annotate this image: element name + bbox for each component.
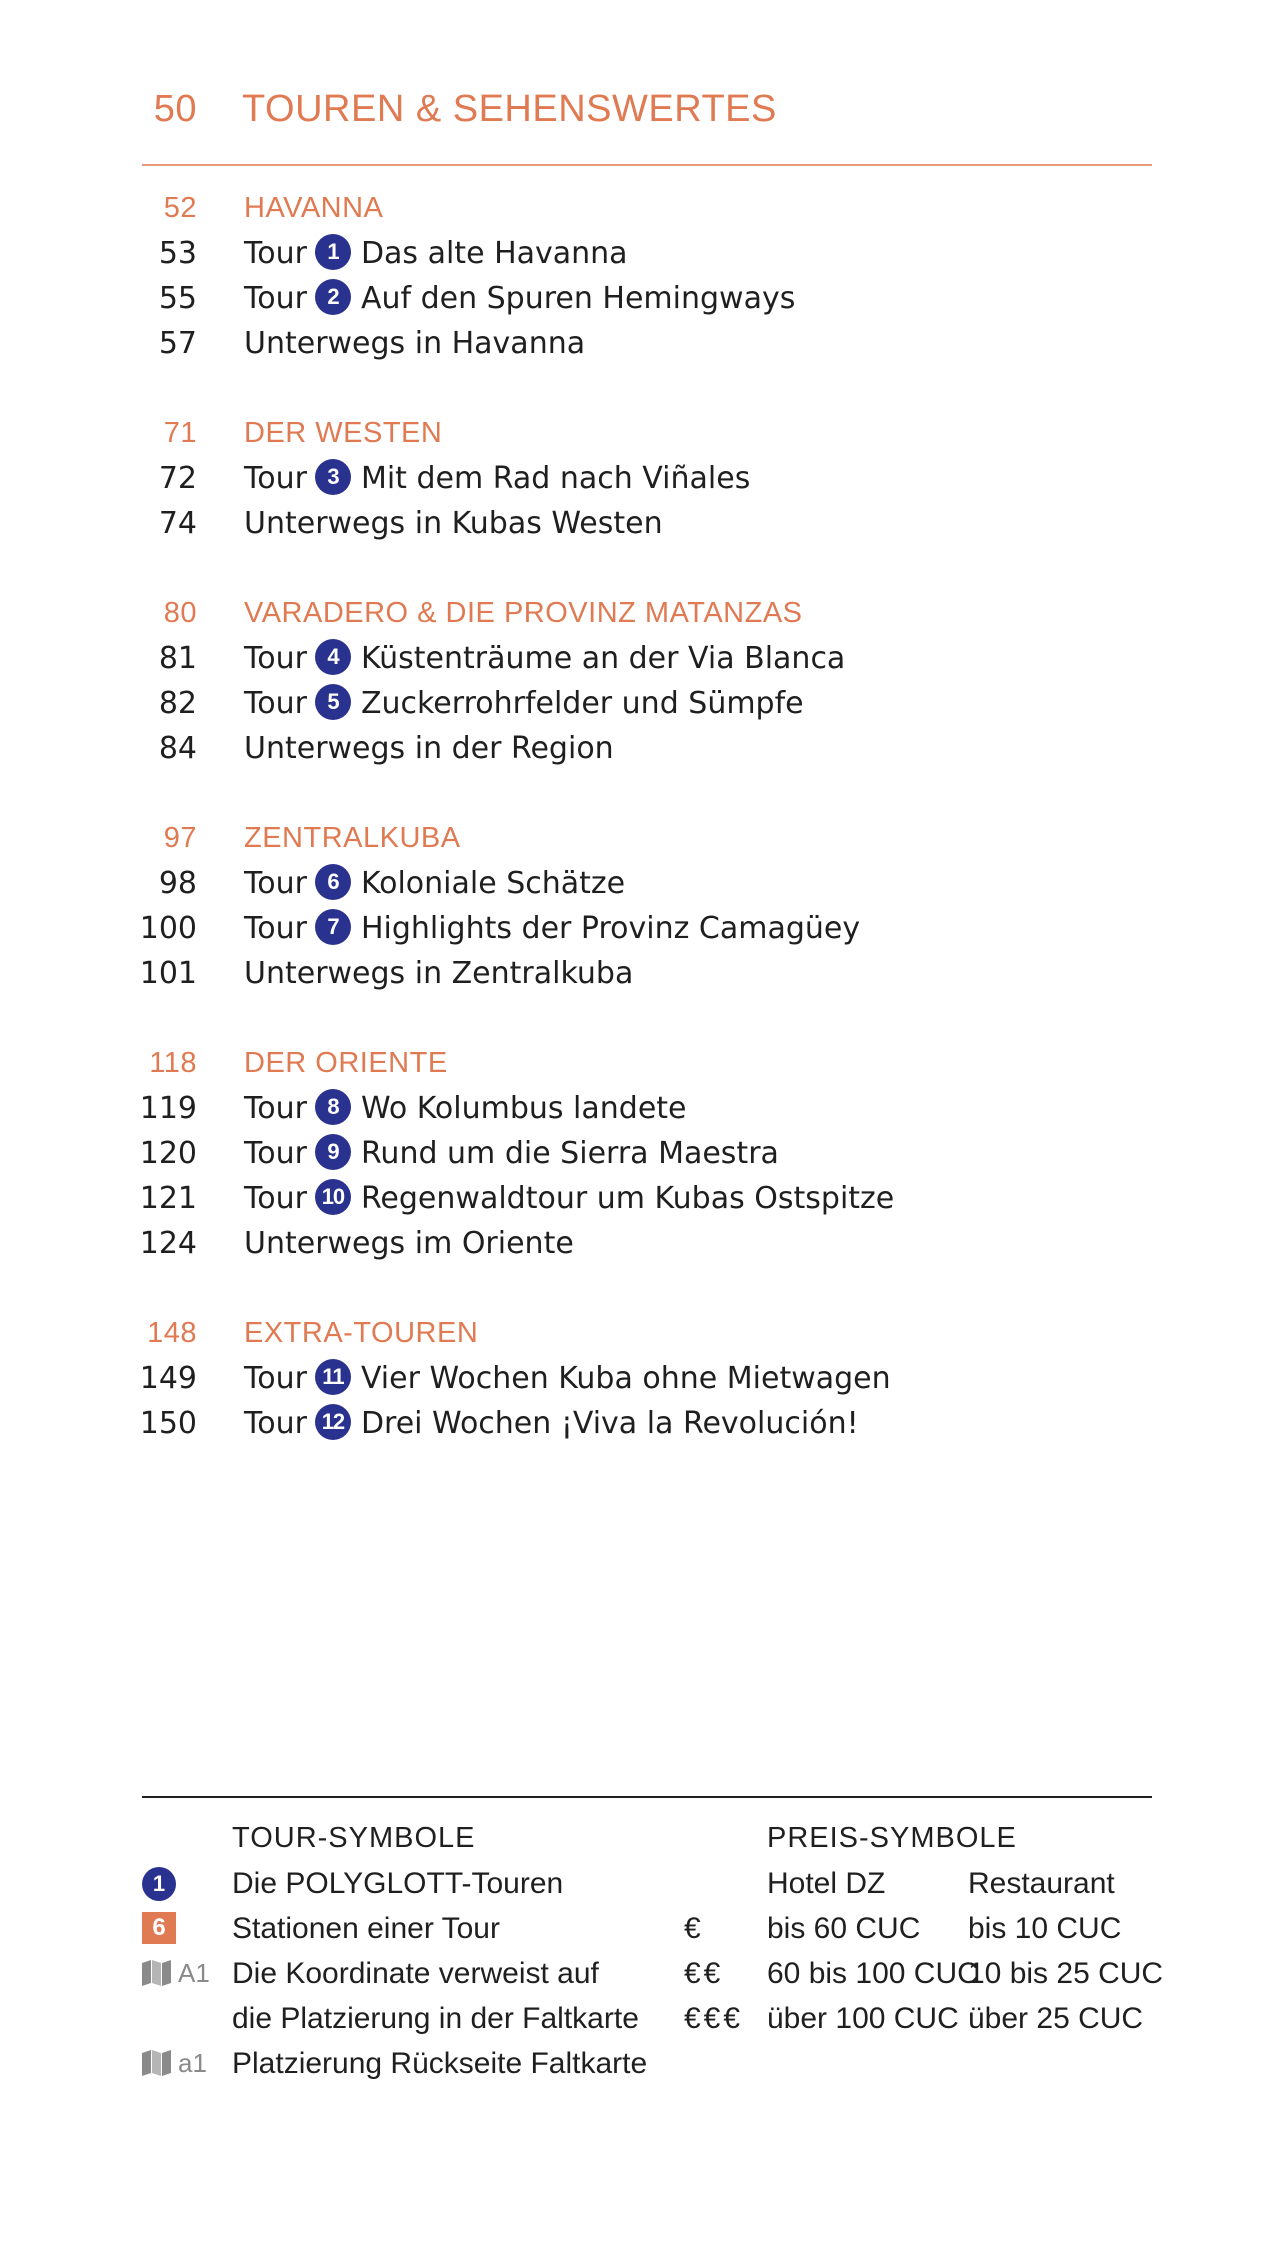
chapter-title[interactable]: TOUREN & SEHENSWERTES bbox=[242, 88, 777, 130]
map-back-symbol-text: Platzierung Rückseite Faltkarte bbox=[232, 2047, 648, 2080]
section-heading[interactable] bbox=[0, 1041, 1275, 1086]
table-of-contents bbox=[0, 186, 1275, 1491]
entry-text-wrapper bbox=[244, 1131, 779, 1176]
toc-section bbox=[0, 411, 1275, 546]
toc-section bbox=[0, 186, 1275, 366]
legend bbox=[0, 1816, 1275, 2096]
entry-text-wrapper bbox=[244, 681, 804, 726]
tour-label: Tour bbox=[244, 1406, 307, 1441]
entry-page-number[interactable]: 81 bbox=[158, 641, 197, 676]
entry-title[interactable]: Das alte Havanna bbox=[360, 236, 628, 271]
tour-label: Tour bbox=[244, 1181, 307, 1216]
section-page-number[interactable]: 118 bbox=[149, 1047, 197, 1079]
section-title[interactable]: HAVANNA bbox=[244, 192, 384, 224]
section-page-number[interactable]: 97 bbox=[163, 822, 197, 854]
tour-number-icon: 11 bbox=[315, 1359, 351, 1395]
entry-page-number[interactable]: 149 bbox=[139, 1361, 197, 1396]
entry-page-number[interactable]: 121 bbox=[139, 1181, 197, 1216]
toc-section bbox=[0, 1041, 1275, 1266]
legend-row bbox=[0, 1951, 1275, 1996]
section-page-number[interactable]: 148 bbox=[147, 1317, 197, 1349]
entry-text-wrapper bbox=[244, 1086, 687, 1131]
entry-title[interactable]: Rund um die Sierra Maestra bbox=[360, 1136, 779, 1171]
tour-label: Tour bbox=[244, 641, 307, 676]
toc-section bbox=[0, 816, 1275, 996]
map-back-coordinate-label: a1 bbox=[178, 2048, 207, 2078]
tour-number-icon: 12 bbox=[315, 1404, 351, 1440]
entry-title[interactable]: Zuckerrohrfelder und Sümpfe bbox=[360, 686, 804, 721]
section-title[interactable]: ZENTRALKUBA bbox=[244, 822, 461, 854]
toc-entry-tour[interactable] bbox=[0, 1176, 1275, 1221]
entry-page-number[interactable]: 57 bbox=[158, 326, 197, 361]
section-page-number[interactable]: 52 bbox=[163, 192, 197, 224]
tour-label: Tour bbox=[244, 1136, 307, 1171]
tour-label: Tour bbox=[244, 686, 307, 721]
entry-page-number[interactable]: 124 bbox=[139, 1226, 197, 1261]
section-heading[interactable] bbox=[0, 816, 1275, 861]
legend-row bbox=[0, 2041, 1275, 2086]
tour-number-icon: 7 bbox=[315, 909, 351, 945]
tour-number-icon: 1 bbox=[315, 234, 351, 270]
entry-text-wrapper bbox=[244, 1401, 859, 1446]
toc-entry[interactable] bbox=[0, 951, 1275, 996]
hotel-column-header: Hotel DZ bbox=[767, 1867, 886, 1900]
map-coordinate-label: A1 bbox=[178, 1958, 210, 1988]
restaurant-column-header: Restaurant bbox=[968, 1867, 1115, 1900]
header-divider bbox=[142, 164, 1152, 166]
toc-section bbox=[0, 1311, 1275, 1446]
toc-entry-tour[interactable] bbox=[0, 276, 1275, 321]
section-page-number[interactable]: 71 bbox=[163, 417, 197, 449]
price-symbol: €€ bbox=[684, 1957, 724, 1990]
station-symbol-text: Stationen einer Tour bbox=[232, 1912, 500, 1945]
tour-circle-icon: 1 bbox=[142, 1867, 176, 1901]
legend-divider bbox=[142, 1796, 1152, 1798]
toc-entry-tour[interactable] bbox=[0, 681, 1275, 726]
toc-entry-tour[interactable] bbox=[0, 861, 1275, 906]
tour-number-icon: 3 bbox=[315, 459, 351, 495]
restaurant-price: 10 bis 25 CUC bbox=[968, 1957, 1164, 1990]
tour-label: Tour bbox=[244, 866, 307, 901]
price-symbols-title: PREIS-SYMBOLE bbox=[767, 1822, 1017, 1854]
entry-text-wrapper bbox=[244, 861, 625, 906]
toc-entry-tour[interactable] bbox=[0, 1086, 1275, 1131]
entry-page-number[interactable]: 150 bbox=[139, 1406, 197, 1441]
tour-number-icon: 4 bbox=[315, 639, 351, 675]
entry-title[interactable]: Regenwaldtour um Kubas Ostspitze bbox=[360, 1181, 895, 1216]
entry-text-wrapper bbox=[244, 321, 585, 366]
tour-label: Tour bbox=[244, 236, 307, 271]
entry-title[interactable]: Auf den Spuren Hemingways bbox=[360, 281, 796, 316]
section-title[interactable]: EXTRA-TOUREN bbox=[244, 1317, 479, 1349]
entry-title[interactable]: Mit dem Rad nach Viñales bbox=[360, 461, 751, 496]
entry-title[interactable]: Wo Kolumbus landete bbox=[360, 1091, 687, 1126]
legend-row bbox=[0, 1906, 1275, 1951]
tour-label: Tour bbox=[244, 911, 307, 946]
price-symbol: € bbox=[684, 1912, 704, 1945]
entry-text-wrapper bbox=[244, 951, 633, 996]
entry-page-number[interactable]: 84 bbox=[158, 731, 197, 766]
folded-map-icon bbox=[142, 1960, 172, 1986]
entry-title[interactable]: Küstenträume an der Via Blanca bbox=[360, 641, 846, 676]
entry-text-wrapper bbox=[244, 1221, 574, 1266]
restaurant-price: über 25 CUC bbox=[968, 2002, 1144, 2035]
tour-label: Tour bbox=[244, 461, 307, 496]
entry-page-number[interactable]: 72 bbox=[158, 461, 197, 496]
legend-heading-row bbox=[0, 1816, 1275, 1861]
entry-title[interactable]: Vier Wochen Kuba ohne Mietwagen bbox=[360, 1361, 891, 1396]
entry-text-wrapper bbox=[244, 276, 795, 321]
entry-text-wrapper bbox=[244, 231, 628, 276]
hotel-price: bis 60 CUC bbox=[767, 1912, 921, 1945]
toc-entry-tour[interactable] bbox=[0, 906, 1275, 951]
map-symbol-text-line2: die Platzierung in der Faltkarte bbox=[232, 2002, 639, 2035]
section-heading[interactable] bbox=[0, 1311, 1275, 1356]
toc-entry-tour[interactable] bbox=[0, 456, 1275, 501]
entry-page-number[interactable]: 98 bbox=[158, 866, 197, 901]
entry-title[interactable]: Koloniale Schätze bbox=[360, 866, 626, 901]
toc-section bbox=[0, 591, 1275, 771]
entry-page-number[interactable]: 53 bbox=[158, 236, 197, 271]
toc-entry[interactable] bbox=[0, 1221, 1275, 1266]
entry-page-number[interactable]: 119 bbox=[139, 1091, 197, 1126]
entry-title[interactable]: Unterwegs in Zentralkuba bbox=[244, 956, 634, 991]
toc-entry-tour[interactable] bbox=[0, 1131, 1275, 1176]
section-page-number[interactable]: 80 bbox=[163, 597, 197, 629]
entry-title[interactable]: Drei Wochen ¡Viva la Revolución! bbox=[360, 1406, 859, 1441]
entry-page-number[interactable]: 120 bbox=[139, 1136, 197, 1171]
price-symbol: €€€ bbox=[684, 2002, 744, 2035]
entry-title[interactable]: Unterwegs in Kubas Westen bbox=[244, 506, 663, 541]
toc-entry[interactable] bbox=[0, 501, 1275, 546]
chapter-page-number[interactable]: 50 bbox=[153, 88, 197, 130]
toc-entry[interactable] bbox=[0, 726, 1275, 771]
hotel-price: 60 bis 100 CUC bbox=[767, 1957, 979, 1990]
entry-text-wrapper bbox=[244, 906, 860, 951]
entry-text-wrapper bbox=[244, 501, 663, 546]
entry-text-wrapper bbox=[244, 1356, 891, 1401]
entry-page-number[interactable]: 101 bbox=[139, 956, 197, 991]
entry-title[interactable]: Highlights der Provinz Camagüey bbox=[360, 911, 861, 946]
tour-number-icon: 9 bbox=[315, 1134, 351, 1170]
legend-row bbox=[0, 1996, 1275, 2041]
tour-number-icon: 6 bbox=[315, 864, 351, 900]
toc-entry-tour[interactable] bbox=[0, 1356, 1275, 1401]
map-symbol-text-line1: Die Koordinate verweist auf bbox=[232, 1957, 599, 1990]
chapter-header bbox=[142, 88, 1142, 138]
tour-number-icon: 5 bbox=[315, 684, 351, 720]
section-heading[interactable] bbox=[0, 186, 1275, 231]
section-title[interactable]: VARADERO & DIE PROVINZ MATANZAS bbox=[244, 597, 803, 629]
toc-entry-tour[interactable] bbox=[0, 1401, 1275, 1446]
toc-entry-tour[interactable] bbox=[0, 636, 1275, 681]
restaurant-price: bis 10 CUC bbox=[968, 1912, 1122, 1945]
section-title[interactable]: DER WESTEN bbox=[244, 417, 443, 449]
tour-label: Tour bbox=[244, 1361, 307, 1396]
tour-number-icon: 10 bbox=[315, 1179, 351, 1215]
folded-map-icon bbox=[142, 2050, 172, 2076]
section-heading[interactable] bbox=[0, 411, 1275, 456]
tour-symbol-text: Die POLYGLOTT-Touren bbox=[232, 1867, 564, 1900]
entry-text-wrapper bbox=[244, 726, 614, 771]
tour-symbols-title: TOUR-SYMBOLE bbox=[232, 1822, 476, 1854]
entry-title[interactable]: Unterwegs im Oriente bbox=[244, 1226, 574, 1261]
entry-title[interactable]: Unterwegs in Havanna bbox=[244, 326, 586, 361]
entry-page-number[interactable]: 55 bbox=[158, 281, 197, 316]
entry-page-number[interactable]: 74 bbox=[158, 506, 197, 541]
hotel-price: über 100 CUC bbox=[767, 2002, 959, 2035]
entry-title[interactable]: Unterwegs in der Region bbox=[244, 731, 614, 766]
entry-text-wrapper bbox=[244, 456, 750, 501]
entry-page-number[interactable]: 100 bbox=[139, 911, 197, 946]
tour-number-icon: 8 bbox=[315, 1089, 351, 1125]
entry-text-wrapper bbox=[244, 636, 845, 681]
section-heading[interactable] bbox=[0, 591, 1275, 636]
entry-page-number[interactable]: 82 bbox=[158, 686, 197, 721]
entry-text-wrapper bbox=[244, 1176, 894, 1221]
tour-number-icon: 2 bbox=[315, 279, 351, 315]
tour-label: Tour bbox=[244, 1091, 307, 1126]
tour-label: Tour bbox=[244, 281, 307, 316]
station-square-icon: 6 bbox=[142, 1912, 176, 1944]
section-title[interactable]: DER ORIENTE bbox=[244, 1047, 448, 1079]
toc-entry[interactable] bbox=[0, 321, 1275, 366]
legend-row bbox=[0, 1861, 1275, 1906]
toc-entry-tour[interactable] bbox=[0, 231, 1275, 276]
